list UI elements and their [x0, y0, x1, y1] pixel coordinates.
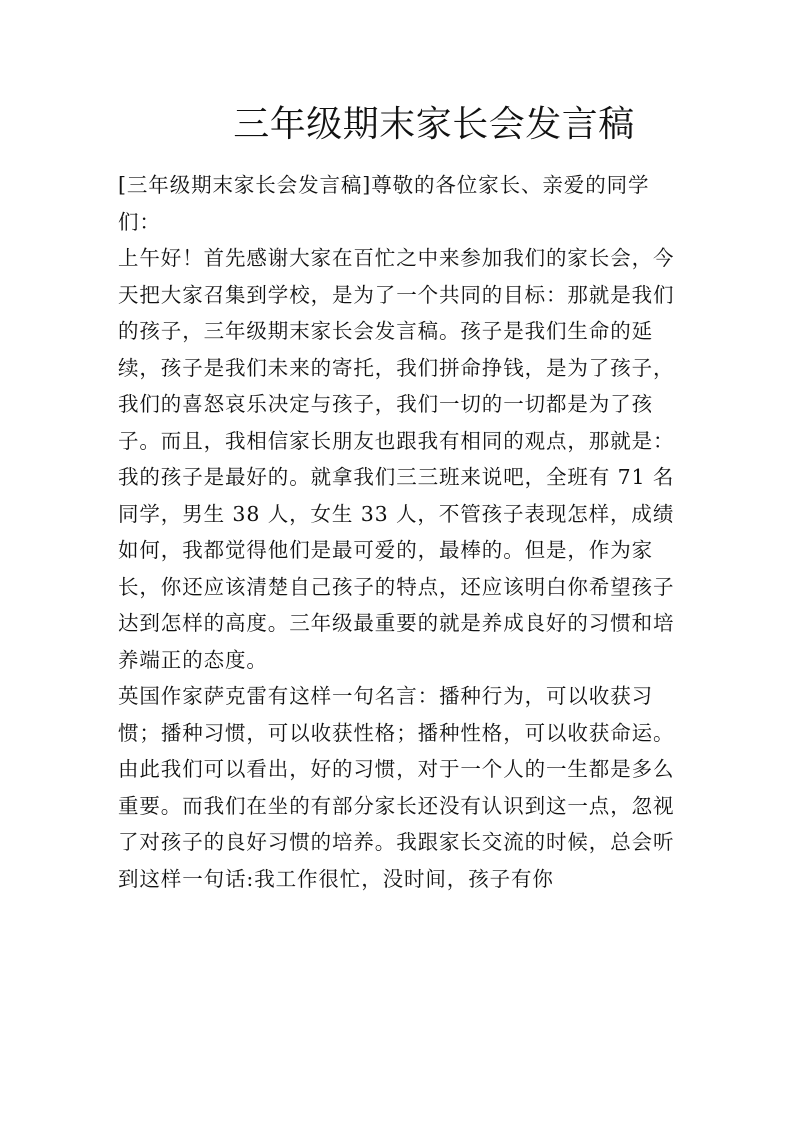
document-body [118, 167, 688, 897]
paragraph-quote: 英国作家萨克雷有这样一句名言：播种行为，可以收获习惯；播种习惯，可以收获性格；播种性格，可以收获命运。由此我们可以看出，好的习惯，对于一个人的一生都是多么重要。而我们在坐的有部分家长还没有认识到这一点，忽视了对孩子的良好习惯的培养。我跟家长交流的时候，总会听到这样一句话:我工作很忙，没时间，孩子有你 [118, 684, 675, 891]
paragraph-greeting: 上午好！首先感谢大家在百忙之中来参加我们的家长会，今天把大家召集到学校，是为了一个共同的目标：那就是我们的孩子，三年级期末家长会发言稿。孩子是我们生命的延续，孩子是我们未来的寄托，我们拼命挣钱，是为了孩子，我们的喜怒哀乐决定与孩子，我们一切的一切都是为了孩子。而且，我相信家长朋友也跟我有相同的观点，那就是：我的孩子是最好的。就拿我们三三班来说吧，全班有 71 名同学，男生 38 人，女生 33 人，不管孩子表现怎样，成绩如何，我都觉得他们是最可爱的，最棒的。但是，作为家长，你还应该清楚自己孩子的特点，还应该明白你希望孩子达到怎样的高度。三年级最重要的就是养成良好的习惯和培养端正的态度。 [118, 246, 675, 672]
paragraph-intro: [三年级期末家长会发言稿]尊敬的各位家长、亲爱的同学们： [118, 173, 650, 234]
document-title: 三年级期末家长会发言稿 [233, 104, 635, 145]
